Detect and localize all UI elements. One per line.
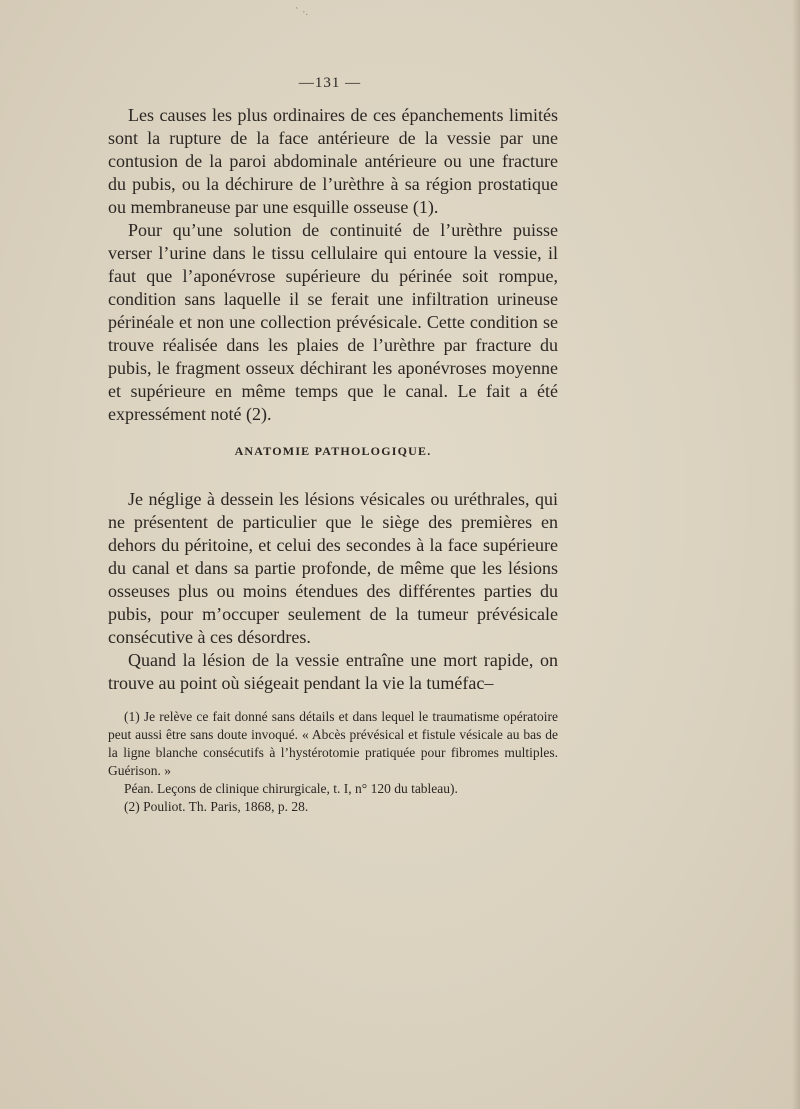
footnotes	[108, 708, 558, 816]
paragraph: Les causes les plus ordinaires de ces épanchements limités sont la rupture de la face antérieure de la vessie par une contusion de la paroi abdominale antérieure ou une fracture du pubis, ou la déchirure de l’urèthre à sa région prostatique ou membraneuse par une esquille osseuse (1).	[108, 105, 558, 217]
footnote: Péan. Leçons de clinique chirurgicale, t. I, n° 120 du tableau).	[124, 781, 458, 796]
paper-mark: ˋ ·.	[295, 8, 309, 18]
section-heading: ANATOMIE PATHOLOGIQUE.	[234, 444, 432, 458]
body-text-bottom	[108, 488, 558, 695]
paragraph: Pour qu’une solution de continuité de l’urèthre puisse verser l’urine dans le tissu cellulaire qui entoure la vessie, il faut que l’aponévrose supérieure du périnée soit rompue, condition sans laquelle il se ferait une infiltration urineuse périnéale et non une collection prévésicale. Cette condition se trouve réalisée dans les plaies de l’urèthre par fracture du pubis, le fragment osseux déchirant les aponévroses moyenne et supérieure en même temps que le canal. Le fait a été expressément noté (2).	[108, 220, 558, 424]
page-edge-shadow	[792, 0, 800, 1109]
footnote: (2) Pouliot. Th. Paris, 1868, p. 28.	[124, 799, 309, 814]
page-number: —131 —	[298, 75, 362, 91]
footnote: (1) Je relève ce fait donné sans détails et dans lequel le traumatisme opératoire peut aussi être sans doute invoqué. « Abcès prévésical et fistule vésicale au bas de la ligne blanche consécutifs à l’hystérotomie pratiquée pour fibromes multiples. Guérison. »	[108, 709, 558, 778]
paragraph: Quand la lésion de la vessie entraîne une mort rapide, on trouve au point où siégeait pendant la vie la tuméfac–	[108, 650, 558, 693]
paragraph: Je néglige à dessein les lésions vésicales ou uréthrales, qui ne présentent de particulier que le siège des premières en dehors du péritoine, et celui des secondes à la face supérieure du canal et dans sa partie profonde, de même que les lésions osseuses plus ou moins étendues des différentes parties du pubis, pour m’occuper seulement de la tumeur prévésicale consécutive à ces désordres.	[108, 489, 558, 647]
body-text-top	[108, 104, 558, 426]
